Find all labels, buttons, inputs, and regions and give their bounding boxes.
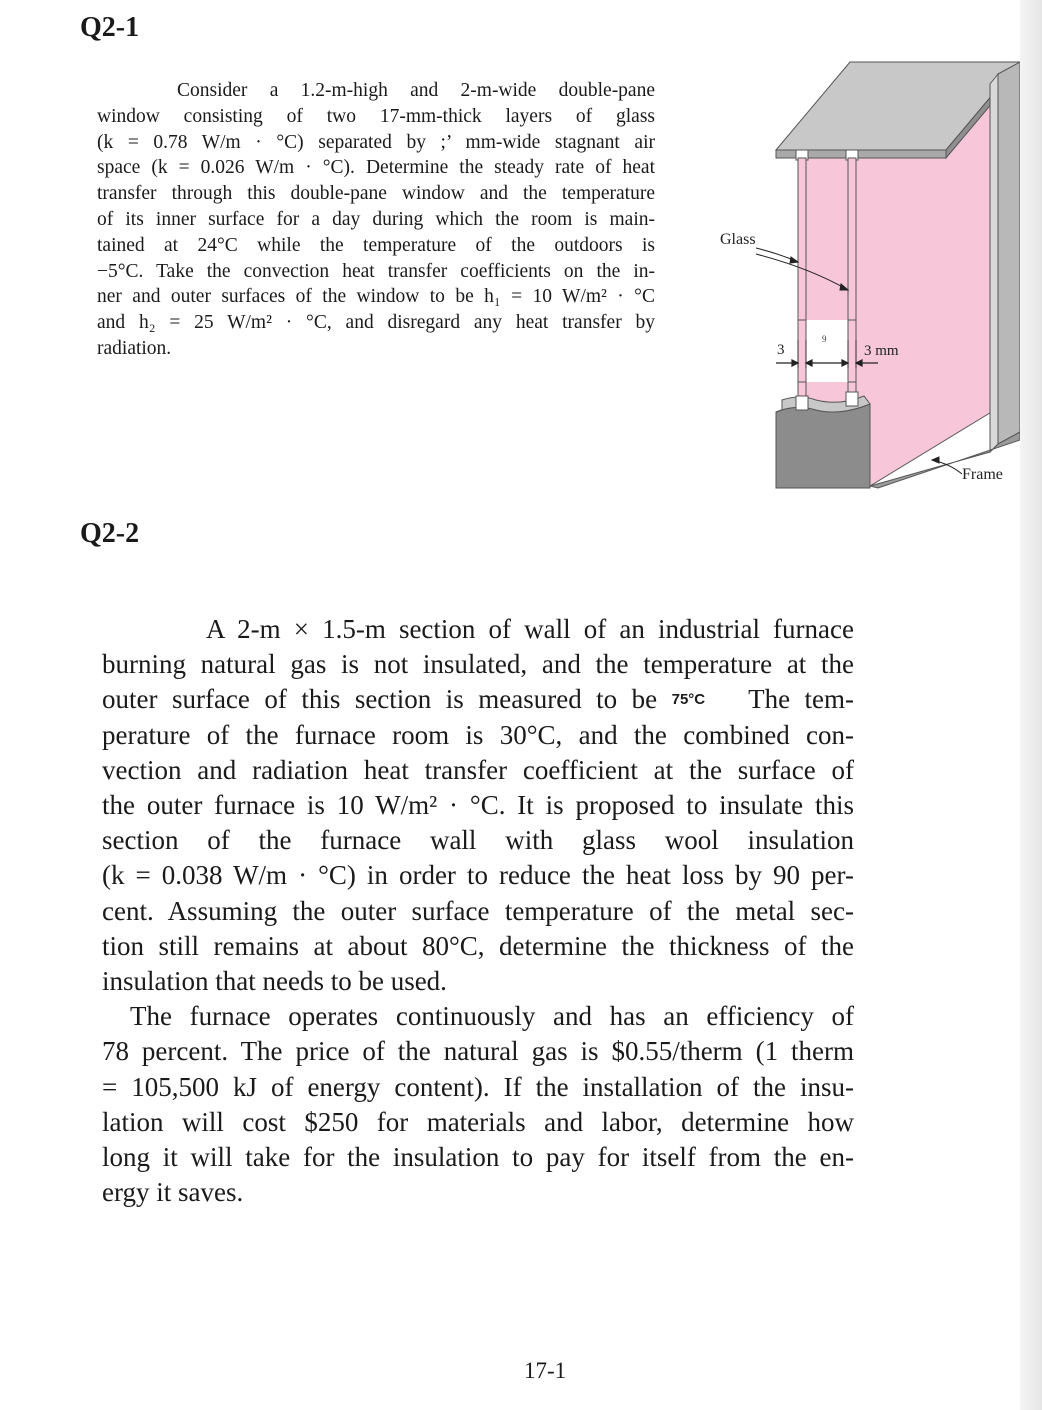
page-edge-shadow (1020, 0, 1042, 1410)
q1-line: and h₂ = 25 W/m² · °C, and disregard any heat transfer by (97, 312, 655, 334)
q1-line: window consisting of two 17-mm-thick layers of glass (97, 105, 655, 127)
q2-line-part: outer surface of this section is measured to be (102, 684, 672, 715)
frame-bottom-block (776, 404, 870, 488)
q1-line: transfer through this double-pane window and the temperature (97, 183, 655, 205)
q2-line: = 105,500 kJ of energy content). If the installation of the insu- (102, 1071, 854, 1102)
q1-line: (k = 0.78 W/m · °C) separated by ;’ mm-wide stagnant air (97, 131, 655, 153)
q2-line: burning natural gas is not insulated, and the temperature at the (102, 649, 854, 680)
dimension-right: 3 mm (864, 343, 899, 359)
q1-line: Consider a 1.2-m-high and 2-m-wide double-pane (177, 80, 655, 101)
q2-line: A 2-m × 1.5-m section of wall of an industrial furnace (206, 614, 854, 644)
q2-line: ergy it saves. (102, 1177, 244, 1208)
q1-line: tained at 24°C while the temperature of the outdoors is (97, 234, 655, 256)
frame-label: Frame (962, 466, 1003, 483)
q1-line: ner and outer surfaces of the window to be h₁ = 10 W/m² · °C (97, 286, 655, 308)
q2-line: perature of the furnace room is 30°C, and the combined con- (102, 719, 854, 750)
q2-line-part: The tem- (705, 684, 855, 715)
q2-line: insulation that needs to be used. (102, 966, 447, 997)
q2-line: the outer furnace is 10 W/m² · °C. It is proposed to insulate this (102, 790, 854, 821)
page-number: 17-1 (524, 1358, 567, 1383)
q1-line: −5°C. Take the convection heat transfer coefficients on the in- (97, 260, 655, 282)
q2-line: The furnace operates continuously and has an efficiency of (130, 1001, 854, 1032)
q2-line: section of the furnace wall with glass wool insulation (102, 825, 854, 856)
dimension-left: 3 (777, 342, 785, 358)
double-pane-window-figure (700, 58, 1020, 498)
q1-problem-text (97, 78, 655, 362)
q1-line: of its inner surface for a day during which the room is main- (97, 208, 655, 230)
q1-line: radiation. (97, 337, 172, 359)
q1-heading: Q2-1 (80, 12, 140, 43)
q1-line: space (k = 0.026 W/m · °C). Determine the steady rate of heat (97, 157, 655, 179)
q2-line: lation will cost $250 for materials and labor, determine how (102, 1106, 854, 1137)
q2-line: cent. Assuming the outer surface temperature of the metal sec- (102, 895, 854, 926)
q2-line: (k = 0.038 W/m · °C) in order to reduce the heat loss by 90 per- (102, 860, 854, 891)
q2-line: long it will take for the insulation to pay for itself from the en- (102, 1142, 854, 1173)
dimension-middle: 9 (822, 334, 827, 344)
frame-right-inner (990, 74, 998, 452)
q2-temperature-value: 75°C (671, 691, 706, 709)
q2-line-temperature (102, 682, 854, 717)
q2-heading: Q2-2 (80, 518, 140, 549)
q2-line: 78 percent. The price of the natural gas is $0.55/therm (1 therm (102, 1036, 854, 1067)
q2-problem-text (102, 612, 854, 1210)
q2-line: tion still remains at about 80°C, determine the thickness of the (102, 930, 854, 961)
frame-leader-line (932, 457, 962, 474)
q2-line: vection and radiation heat transfer coefficient at the surface of (102, 754, 854, 785)
glass-label: Glass (720, 231, 756, 248)
frame-right-front (998, 62, 1020, 444)
